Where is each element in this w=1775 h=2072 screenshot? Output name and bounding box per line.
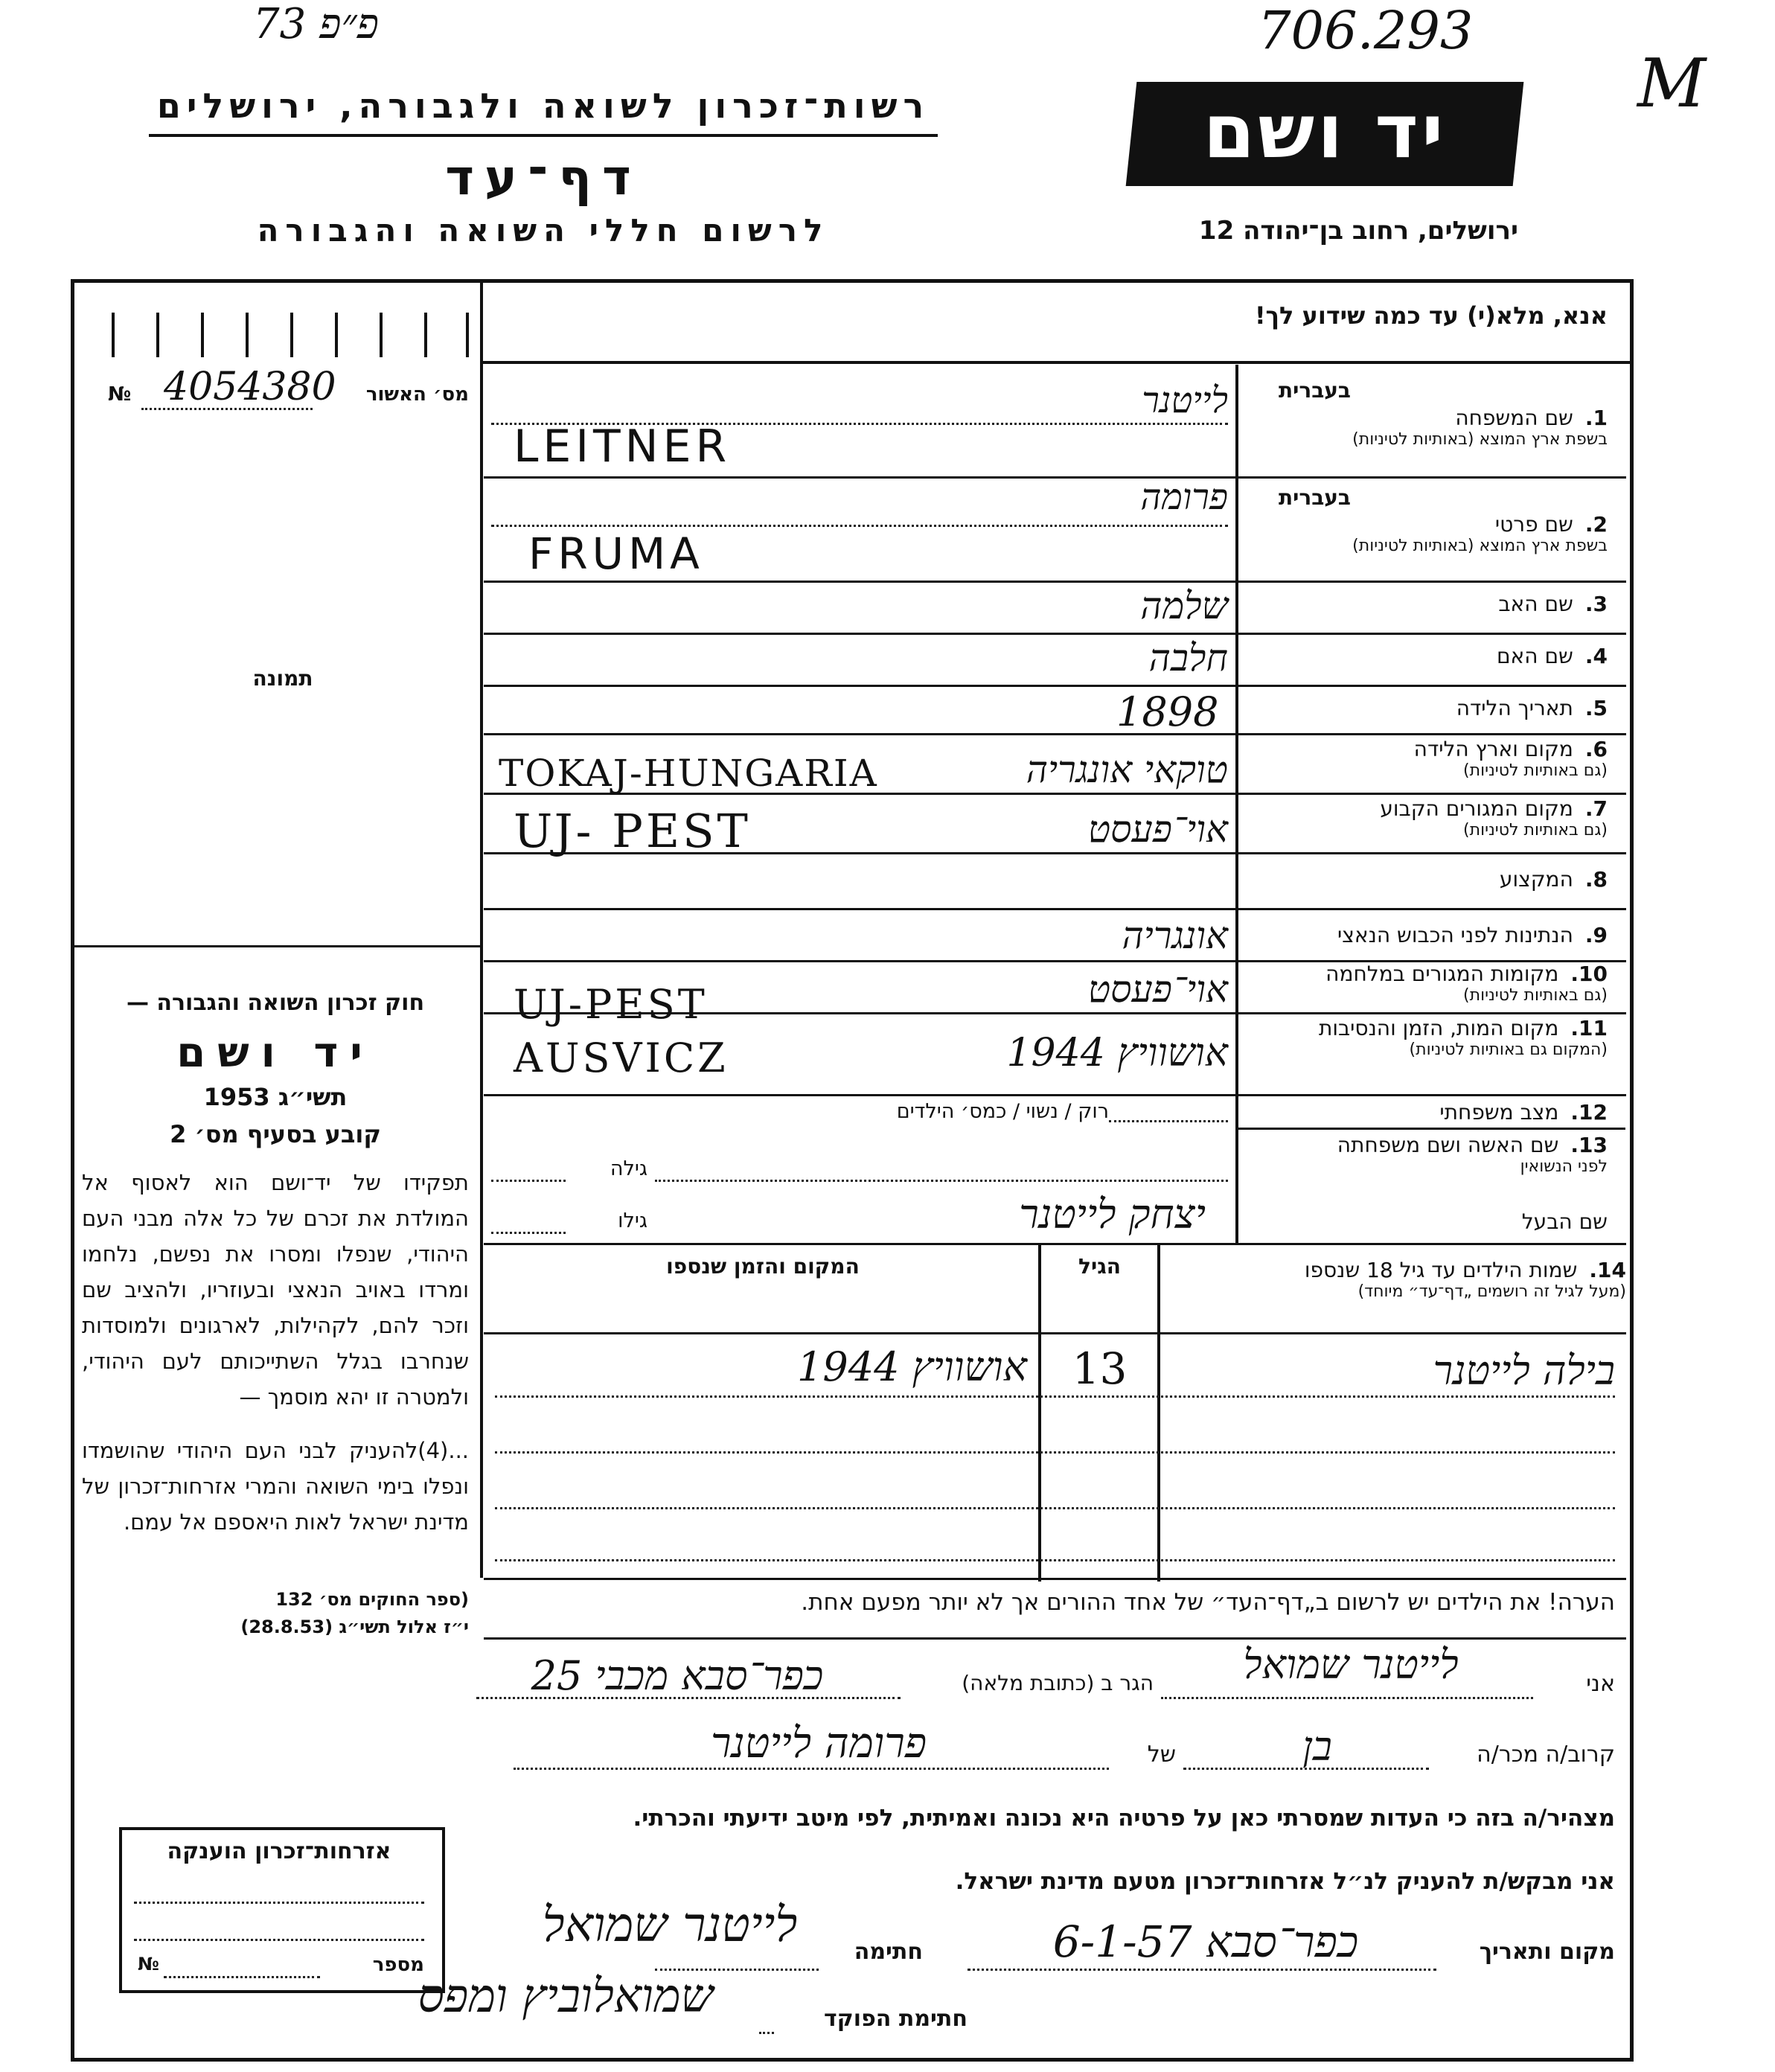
law-text-clause: ...(4)להעניק לבני העם היהודי שהושמדו ונפלו בימי השואה והמרי אזרחות־זכרון של מדינת ישראל לאות היאספם אל עמם.	[82, 1438, 469, 1535]
field-4-label: 4.שם האם	[1496, 644, 1608, 668]
label-divider	[1235, 365, 1238, 1243]
field-1-value-he: לייטנר	[1142, 380, 1228, 421]
field-13b-age-label: גילו	[618, 1209, 647, 1232]
form-subtitle: לרשום חללי השואה והגבורה	[257, 212, 830, 249]
field-5-label: 5.תאריך הלידה	[1456, 696, 1608, 720]
form-title: דף־עד	[445, 149, 642, 206]
decl-relation: בן	[1302, 1723, 1332, 1770]
decl-of-dots	[514, 1768, 1109, 1770]
row-rule	[484, 685, 1626, 687]
field-12-options: רוק / נשוי / כמס׳ הילדים	[896, 1100, 1109, 1123]
box-dots	[134, 1939, 424, 1941]
row-rule	[484, 581, 1626, 583]
field-2-label: 2.שם פרטי בשפת ארץ המוצא (באותיות לטיניות)	[1352, 512, 1608, 555]
place-header: המקום והזמן שנספו	[666, 1254, 860, 1279]
table-bottom-rule	[484, 1578, 1626, 1580]
note-rule	[484, 1637, 1626, 1640]
clerk-label: חתימת הפוקד	[824, 2006, 968, 2032]
place-date-label: מקום ותאריך	[1479, 1939, 1615, 1965]
authority-underline	[149, 134, 938, 137]
field-7-value-lat: UJ- PEST	[514, 804, 751, 858]
field-2-dots	[491, 525, 1228, 527]
field-6-label: 6.מקום וארץ הלידה (גם באותיות לטיניות)	[1413, 737, 1608, 780]
corner-mark: M	[1637, 45, 1707, 123]
row-rule	[1238, 1128, 1625, 1130]
field-13-name-dots	[655, 1180, 1228, 1182]
decl-address-dots	[476, 1697, 901, 1699]
law-top-rule	[74, 945, 480, 947]
field-1-label: 1.שם המשפחה בשפת ארץ המוצא (באותיות לטיניות)	[1352, 406, 1608, 449]
field-5-value: 1898	[1116, 688, 1219, 735]
row-rule	[484, 1094, 1626, 1096]
field-10-value-lat: UJ-PEST	[514, 981, 708, 1028]
decl-of-name: פרומה לייטנר	[710, 1719, 927, 1768]
decl-request: אני מבקש/ת להעניק לנ״ל אזרחות־זכרון מטעם מדינת ישראל.	[955, 1868, 1615, 1895]
row-rule	[484, 733, 1626, 735]
box-dots	[134, 1902, 424, 1904]
decl-i-label: אני	[1586, 1671, 1615, 1697]
box-no-label: №	[138, 1954, 159, 1975]
note-text: הערה! את הילדים יש לרשום ב„דף־העד״ של אחד ההורים אך לא יותר מפעם אחת.	[801, 1589, 1615, 1616]
field-7-value-he: אוי־פעסט	[1087, 808, 1228, 851]
field-11-value-lat: AUSVICZ	[514, 1035, 729, 1081]
table-col-divider	[1038, 1245, 1041, 1582]
cert-number: 4054380	[164, 365, 336, 409]
intro-text: אנא, מלא(י) עד כמה שידוע לך!	[1254, 301, 1608, 330]
law-title: חוק זכרון השואה והגבורה —	[126, 990, 425, 1016]
law-source: (ספר החוקים מס׳ 132	[275, 1589, 469, 1610]
box-number-label: מספר	[372, 1954, 424, 1976]
place-date-dots	[968, 1969, 1436, 1971]
table-dots	[495, 1395, 1615, 1398]
field-2-value-he: פרומה	[1140, 476, 1228, 518]
field-14-label: 14.שמות הילדים עד גיל 18 שנספו (מעל לגיל זה רושמים „דף־עד״ מיוחד)	[1304, 1258, 1626, 1301]
intro-underline	[480, 361, 1630, 364]
authority-title: רשות־זכרון לשואה ולגבורה, ירושלים	[156, 86, 930, 126]
decl-declarant: לייטנר שמואל	[1243, 1641, 1459, 1688]
cert-ticks	[112, 313, 469, 357]
law-year: תשי״ג 1953	[203, 1083, 348, 1111]
field-10-value-he: אוי־פעסט	[1087, 968, 1228, 1011]
place-date: כפר־סבא 6-1-57	[1052, 1916, 1359, 1967]
address: ירושלים, רחוב בן־יהודה 12	[1198, 216, 1518, 246]
decl-relation-dots	[1183, 1768, 1429, 1770]
field-1-tag: בעברית	[1278, 378, 1351, 403]
decl-relation-label: קרוב/ה מכר/ה	[1477, 1742, 1615, 1768]
photo-label: תמונה	[252, 666, 313, 691]
table-header-rule	[484, 1332, 1626, 1334]
field-6-value-he: טוקאי אונגריה	[1026, 748, 1228, 791]
child-place: אושוויץ 1944	[797, 1343, 1027, 1390]
field-13-label: 13.שם האשה ושם משפחתה לפני הנשואין	[1337, 1133, 1608, 1176]
signature-label: חתימה	[854, 1939, 923, 1965]
age-header: הגיל	[1078, 1254, 1121, 1279]
column-divider	[480, 283, 483, 1578]
child-name: בילה לייטנר	[1433, 1347, 1615, 1394]
row-rule	[484, 633, 1626, 635]
field-9-label: 9.הנתינות לפני הכבוש הנאצי	[1337, 923, 1608, 947]
table-dots	[495, 1507, 1615, 1509]
field-11-value-he: אושוויץ 1944	[1006, 1031, 1228, 1075]
field-4-value: חלבה	[1148, 636, 1228, 680]
table-dots	[495, 1559, 1615, 1561]
law-date: י״ז אלול תשי״ג (28.8.53)	[240, 1617, 469, 1637]
table-col-divider	[1157, 1245, 1160, 1582]
cert-label: מס׳ האשור	[365, 383, 469, 406]
box-number-dots	[164, 1976, 320, 1978]
field-2-value-lat: FRUMA	[528, 528, 704, 579]
cert-no-label: №	[108, 383, 132, 406]
signature: לייטנר שמואל	[542, 1898, 798, 1953]
archive-number: 706.293	[1258, 0, 1474, 61]
clerk-signature: שמואלוביץ ומפס	[418, 1969, 714, 2023]
clerk-dots	[759, 2032, 774, 2034]
field-12-label: 12.מצב משפחתי	[1439, 1100, 1608, 1125]
field-13b-age-dots	[491, 1232, 566, 1234]
law-text: תפקידו של יד־ושם הוא לאסוף אל המולדת את זכרם של כל אלה מבני העם היהודי, שנפלו ומסרו את נפשם, נלחמו ומרדו באויב הנאצי ובעוזריו, ולהציב שם וזכר להם, לקהילות, לארגונים ולמוסדות שנחרבו בגלל השתייכותם לעם היהודי, ולמטרה זו יהא מוסמך —	[82, 1170, 469, 1410]
field-13-age-label: גילה	[610, 1157, 647, 1180]
row-rule	[484, 908, 1626, 910]
row-rule	[484, 1243, 1626, 1245]
law-name: יד ושם	[176, 1029, 374, 1077]
law-section: קובע בסעיף מס׳ 2	[170, 1120, 381, 1148]
field-13-age-dots	[491, 1180, 566, 1182]
field-3-label: 3.שם האב	[1498, 592, 1608, 616]
decl-residing-label: הגר ב (כתובת מלאה)	[962, 1671, 1154, 1695]
field-9-value: אונגריה	[1122, 914, 1228, 957]
field-6-value-lat: TOKAJ-HUNGARIA	[499, 752, 878, 795]
child-age: 13	[1072, 1343, 1128, 1394]
field-11-label: 11.מקום המות, הזמן והנסיבות (המקום גם באותיות לטיניות)	[1318, 1016, 1608, 1059]
decl-statement: מצהיר/ה בזה כי העדות שמסרתי כאן על פרטיה היא נכונה ואמיתית, לפי מיטב ידיעתי והכרתי.	[633, 1805, 1615, 1832]
decl-declarant-dots	[1161, 1697, 1533, 1699]
field-8-label: 8.המקצוע	[1499, 867, 1608, 892]
decl-address: כפר־סבא מכבי 25	[531, 1652, 824, 1699]
field-12-dots	[1109, 1120, 1228, 1122]
field-1-value-lat: LEITNER	[514, 421, 732, 473]
field-3-value: שלמה	[1140, 584, 1228, 627]
field-2-tag: בעברית	[1278, 485, 1351, 510]
decl-of-label: של	[1147, 1742, 1176, 1768]
logo-text: יד ושם	[1203, 88, 1447, 175]
corner-note: פ״פ 73	[253, 0, 380, 48]
table-dots	[495, 1451, 1615, 1454]
field-13b-label: שם הבעל	[1521, 1209, 1608, 1234]
field-7-label: 7.מקום המגורים הקבוע (גם באותיות לטיניות)	[1380, 796, 1608, 840]
cert-dots	[141, 408, 313, 410]
field-10-label: 10.מקומות המגורים במלחמה (גם באותיות לטיניות)	[1325, 962, 1608, 1005]
citizenship-box-title: אזרחות־זכרון הוענקה	[167, 1838, 391, 1864]
field-13b-value: יצחק לייטנר	[1019, 1191, 1206, 1238]
